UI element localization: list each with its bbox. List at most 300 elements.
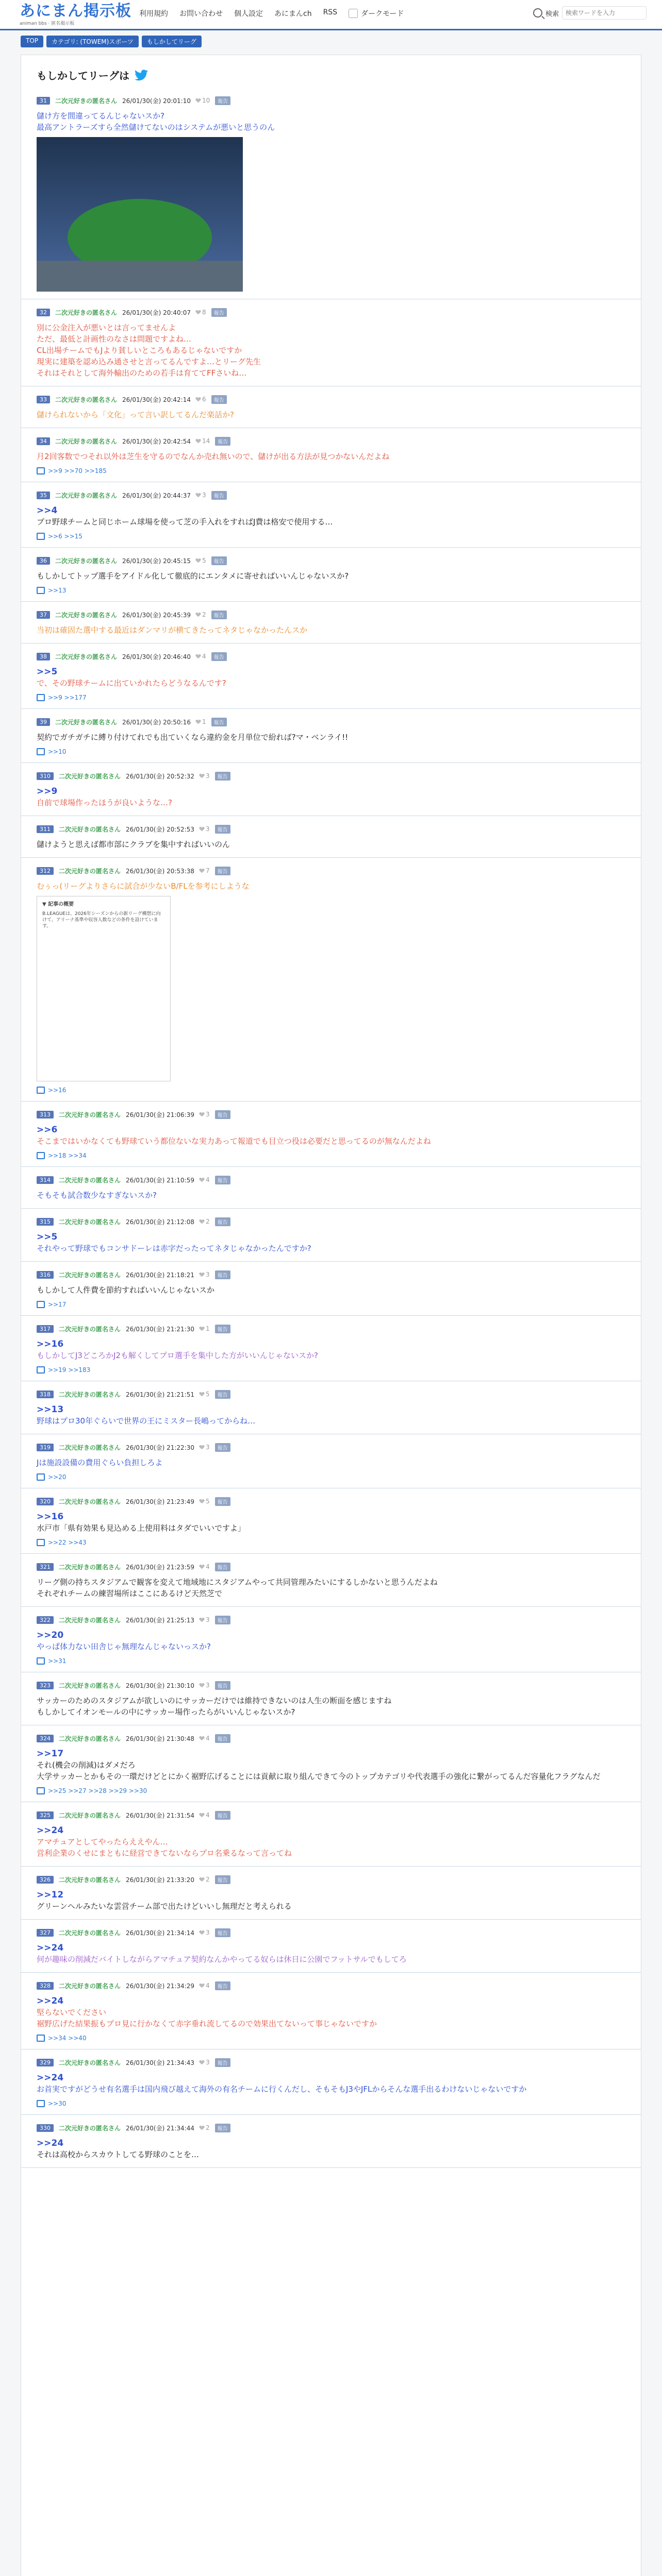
post-line: そこまではいかなくても野球ていう都位ないな実力あって報道でも目立つ役は必要だと思ってるのが無なんだよね: [37, 1137, 431, 1146]
report-button[interactable]: 報告: [215, 867, 230, 875]
heart-icon: [200, 1877, 204, 1882]
post-author: 二次元好きの匿名さん: [59, 1176, 121, 1184]
replies-links[interactable]: >>9 >>70 >>185: [48, 467, 107, 474]
post-line: 儲けようと思えば都市部にクラブを集中すればいいのん: [37, 840, 230, 849]
reply-anchor[interactable]: >>24: [37, 1996, 64, 2006]
like-button[interactable]: [196, 611, 206, 618]
post-body: [37, 786, 625, 808]
replies-row[interactable]: [37, 1657, 625, 1665]
post-author: 二次元好きの匿名さん: [55, 492, 118, 499]
like-count: 7: [205, 867, 210, 874]
post-author: 二次元好きの匿名さん: [59, 1982, 121, 1990]
like-count: 3: [205, 825, 210, 833]
post-line: ただ、最低と計画性のなさは問題ですよね…: [37, 334, 192, 344]
replies-links[interactable]: >>25 >>27 >>28 >>29 >>30: [48, 1787, 147, 1794]
like-button[interactable]: [196, 492, 206, 499]
reply-anchor[interactable]: >>4: [37, 505, 58, 516]
post: [21, 1440, 641, 1488]
report-button[interactable]: 報告: [215, 2124, 230, 2132]
post-meta: [37, 1560, 625, 1573]
report-button[interactable]: 報告: [215, 772, 230, 781]
replies-links[interactable]: >>9 >>177: [48, 694, 87, 701]
post-meta: [37, 1440, 625, 1454]
post-line: グリーンヘルみたいな雲営チーム部で出たけどいいし無理だと考えられる: [37, 1902, 292, 1911]
post-body: [37, 570, 625, 582]
post-date: 26/01/30(金) 20:52:53: [126, 825, 194, 833]
report-button[interactable]: 報告: [215, 1325, 230, 1333]
post-line: 契約でガチガチに縛り付けてれでも出ていくなら違約金を月単位で紛れば?マ・ベンライ!!: [37, 733, 349, 742]
replies-row[interactable]: [37, 748, 625, 755]
post-line: むぅっ(リーグよりさらに試合が少ないB/FLを参考にしような: [37, 882, 250, 891]
post-date: 26/01/30(金) 21:33:20: [126, 1876, 194, 1884]
like-button[interactable]: [200, 1498, 210, 1505]
report-button[interactable]: 報告: [211, 611, 227, 619]
report-button[interactable]: 報告: [215, 1563, 230, 1571]
like-count: 4: [205, 1563, 210, 1570]
top-nav: [139, 8, 404, 19]
reply-anchor[interactable]: >>17: [37, 1749, 64, 1759]
post-body: [37, 110, 625, 133]
reply-anchor[interactable]: >>24: [37, 1943, 64, 1953]
post-number[interactable]: 311: [37, 825, 54, 833]
post-date: 26/01/30(金) 21:10:59: [126, 1176, 194, 1184]
reply-anchor[interactable]: >>5: [37, 1232, 58, 1242]
report-button[interactable]: 報告: [215, 96, 230, 105]
post-body: [37, 451, 625, 462]
like-button[interactable]: [200, 1563, 210, 1570]
reply-icon: [37, 1087, 45, 1094]
post-author: 二次元好きの匿名さん: [59, 2124, 121, 2132]
nav-settings[interactable]: 個人設定: [234, 10, 263, 18]
post-date: 26/01/30(金) 21:06:39: [126, 1111, 194, 1118]
like-count: 5: [205, 1498, 210, 1505]
like-button[interactable]: [200, 825, 210, 833]
like-button[interactable]: [200, 1391, 210, 1398]
post-line: もしかしてイオンモールの中にサッカー場作ったらがいいんじゃないスか?: [37, 1707, 295, 1717]
post-number[interactable]: 328: [37, 1982, 54, 1990]
post-number[interactable]: 39: [37, 718, 50, 726]
report-button[interactable]: 報告: [215, 1681, 230, 1690]
post-date: 26/01/30(金) 21:34:43: [126, 2059, 194, 2066]
heart-icon: [200, 827, 204, 831]
reply-anchor[interactable]: >>20: [37, 1630, 64, 1640]
post-number[interactable]: 323: [37, 1682, 54, 1689]
like-count: 5: [202, 557, 206, 564]
replies-links[interactable]: >>34 >>40: [48, 2035, 87, 2042]
nav-rss[interactable]: RSS: [323, 8, 338, 16]
post-number[interactable]: 312: [37, 867, 54, 875]
replies-links[interactable]: >>31: [48, 1657, 67, 1665]
post: [21, 1926, 641, 1973]
report-button[interactable]: 報告: [211, 395, 227, 404]
like-count: 3: [205, 1111, 210, 1118]
like-count: 3: [205, 1682, 210, 1689]
replies-row[interactable]: [37, 1787, 625, 1794]
like-button[interactable]: [196, 437, 210, 445]
report-button[interactable]: 報告: [215, 1443, 230, 1452]
post-line: 野球はプロ30年ぐらいで世界の王にミスター長嶋ってからね…: [37, 1416, 256, 1426]
like-button[interactable]: [200, 1444, 210, 1451]
post-number[interactable]: 35: [37, 492, 50, 499]
post-meta: [37, 650, 625, 663]
reply-icon: [37, 1657, 45, 1665]
report-button[interactable]: 報告: [215, 1176, 230, 1184]
reply-anchor[interactable]: >>5: [37, 667, 58, 677]
dark-mode-checkbox[interactable]: [349, 9, 358, 18]
reply-icon: [37, 2100, 45, 2107]
post-number[interactable]: 314: [37, 1176, 54, 1184]
post-body: [37, 1231, 625, 1254]
replies-links[interactable]: >>20: [48, 1473, 67, 1481]
reply-anchor[interactable]: >>24: [37, 2138, 64, 2148]
breadcrumb-category[interactable]: カテゴリ: (TOWEM)スポーツ: [46, 36, 139, 47]
replies-links[interactable]: >>19 >>183: [48, 1366, 91, 1374]
post-author: 二次元好きの匿名さん: [59, 1444, 121, 1451]
breadcrumb-top[interactable]: TOP: [21, 36, 43, 47]
replies-links[interactable]: >>17: [48, 1301, 67, 1308]
replies-row[interactable]: [37, 533, 625, 540]
replies-links[interactable]: >>10: [48, 748, 67, 755]
post-author: 二次元好きの匿名さん: [55, 396, 118, 403]
like-count: 8: [202, 309, 206, 316]
post-line: 最高アントラーズすら全然儲けてないのはシステムが悪いと思うのん: [37, 123, 275, 132]
post-date: 26/01/30(金) 21:18:21: [126, 1271, 194, 1279]
like-count: 5: [205, 1391, 210, 1398]
post-number[interactable]: 318: [37, 1391, 54, 1398]
post-meta: [37, 306, 625, 319]
post-number[interactable]: 315: [37, 1218, 54, 1226]
reply-anchor[interactable]: >>24: [37, 2073, 64, 2083]
post-author: 二次元好きの匿名さん: [55, 718, 118, 726]
post-meta: [37, 2121, 625, 2134]
post-date: 26/01/30(金) 21:22:30: [126, 1444, 194, 1451]
like-button[interactable]: [200, 1735, 210, 1742]
post-date: 26/01/30(金) 20:44:37: [122, 492, 191, 499]
post-author: 二次元好きの匿名さん: [59, 772, 121, 780]
post-author: 二次元好きの匿名さん: [59, 1563, 121, 1571]
report-button[interactable]: 報告: [211, 718, 227, 726]
heart-icon: [200, 1984, 204, 1988]
post-body: [37, 1748, 625, 1782]
site-logo[interactable]: [20, 3, 131, 26]
breadcrumb-thread[interactable]: もしかしてリーグ: [142, 36, 202, 47]
heart-icon: [200, 1930, 204, 1935]
post-number[interactable]: 317: [37, 1325, 54, 1333]
post-author: 二次元好きの匿名さん: [55, 97, 118, 105]
post-number[interactable]: 321: [37, 1563, 54, 1571]
report-button[interactable]: 報告: [215, 1616, 230, 1624]
post-body: [37, 1995, 625, 2029]
post-author: 二次元好きの匿名さん: [59, 1498, 121, 1505]
post-author: 二次元好きの匿名さん: [55, 437, 118, 445]
post-body: [37, 1404, 625, 1427]
post-meta: [37, 608, 625, 621]
post: [21, 822, 641, 858]
like-button[interactable]: [200, 1111, 210, 1118]
post: [21, 1268, 641, 1316]
nav-animanch[interactable]: あにまんch: [274, 10, 312, 18]
post-author: 二次元好きの匿名さん: [59, 1929, 121, 1937]
nav-terms[interactable]: 利用規約: [139, 10, 168, 18]
post-author: 二次元好きの匿名さん: [59, 1111, 121, 1118]
post: [21, 1979, 641, 2049]
replies-row[interactable]: [37, 1473, 625, 1481]
post: [21, 2121, 641, 2168]
replies-row[interactable]: [37, 587, 625, 594]
post-meta: [37, 1732, 625, 1745]
replies-row[interactable]: [37, 1152, 625, 1159]
post-line: それやって野球でもコンサドーレは赤字だったってネタじゃなかったんですか?: [37, 1244, 311, 1253]
doc-heading: ▼ 記事の概要: [42, 902, 74, 907]
post-number[interactable]: 319: [37, 1444, 54, 1451]
replies-row[interactable]: [37, 694, 625, 701]
post-line: 現実に建築を認め込み通させと言ってるんですよ…とリーグ先生: [37, 357, 261, 366]
like-button[interactable]: [196, 309, 206, 316]
report-button[interactable]: 報告: [215, 2058, 230, 2067]
report-button[interactable]: 報告: [215, 1811, 230, 1820]
post: [21, 1808, 641, 1867]
replies-links[interactable]: >>6 >>15: [48, 533, 82, 540]
like-button[interactable]: [196, 653, 206, 660]
post-date: 26/01/30(金) 21:30:48: [126, 1735, 194, 1742]
heart-icon: [200, 1736, 204, 1740]
like-count: 3: [205, 1616, 210, 1623]
post-number[interactable]: 324: [37, 1735, 54, 1742]
like-count: 2: [205, 1876, 210, 1883]
post-number[interactable]: 325: [37, 1811, 54, 1819]
post-date: 26/01/30(金) 21:23:59: [126, 1563, 194, 1571]
report-button[interactable]: 報告: [211, 652, 227, 661]
post-number[interactable]: 326: [37, 1876, 54, 1884]
report-button[interactable]: 報告: [215, 437, 230, 446]
logo-subtitle: animan bbs · 匿名掲示板: [20, 21, 75, 26]
post-author: 二次元好きの匿名さん: [59, 825, 121, 833]
post-meta: [37, 1268, 625, 1281]
post-number[interactable]: 37: [37, 611, 50, 619]
post-line: プロ野球チームと同じホーム球場を使って芝の手入れをすればJ費は格安で使用する…: [37, 517, 333, 527]
post-meta: [37, 554, 625, 567]
heart-icon: [200, 1178, 204, 1182]
reply-anchor[interactable]: >>6: [37, 1125, 58, 1135]
stands-shape: [37, 261, 243, 292]
post-meta: [37, 488, 625, 502]
post-meta: [37, 1322, 625, 1335]
replies-links[interactable]: >>22 >>43: [48, 1539, 87, 1546]
reply-icon: [37, 694, 45, 701]
post-line: 儲け方を間違ってるんじゃないスか?: [37, 111, 164, 121]
heart-icon: [200, 1499, 204, 1503]
post-date: 26/01/30(金) 21:34:14: [126, 1929, 194, 1937]
report-button[interactable]: 報告: [215, 1981, 230, 1990]
report-button[interactable]: 報告: [215, 1110, 230, 1119]
reply-anchor[interactable]: >>9: [37, 786, 58, 796]
post-line: 大学サッカーとかもその一環だけどとにかく裾野広げることには貢献に取り組んできて今のトップカテゴリや代表選手の強化に繋がってるんだ容量化フラグなんだ: [37, 1772, 601, 1781]
report-button[interactable]: 報告: [211, 308, 227, 317]
reply-icon: [37, 1539, 45, 1546]
post-date: 26/01/30(金) 21:12:08: [126, 1218, 194, 1226]
replies-links[interactable]: >>16: [48, 1087, 67, 1094]
post: [21, 434, 641, 482]
like-button[interactable]: [200, 1616, 210, 1623]
twitter-share-icon[interactable]: [135, 70, 148, 81]
like-button[interactable]: [200, 1982, 210, 1989]
replies-row[interactable]: [37, 1366, 625, 1374]
replies-row[interactable]: [37, 2100, 625, 2107]
post-date: 26/01/30(金) 20:46:40: [122, 653, 191, 660]
post-number[interactable]: 38: [37, 653, 50, 660]
post-number[interactable]: 32: [37, 309, 50, 316]
post-body: [37, 1695, 625, 1718]
reply-anchor[interactable]: >>12: [37, 1890, 64, 1900]
like-button[interactable]: [196, 97, 210, 104]
post-author: 二次元好きの匿名さん: [59, 1876, 121, 1884]
post-meta: [37, 769, 625, 783]
like-count: 2: [205, 1218, 210, 1225]
reply-icon: [37, 1473, 45, 1481]
heart-icon: [200, 1683, 204, 1687]
post-number[interactable]: 320: [37, 1498, 54, 1505]
replies-row[interactable]: [37, 1087, 625, 1094]
post-number[interactable]: 329: [37, 2059, 54, 2066]
heart-icon: [196, 654, 201, 658]
post: [21, 94, 641, 299]
heart-icon: [200, 2060, 204, 2064]
reply-anchor[interactable]: >>16: [37, 1512, 64, 1522]
replies-links[interactable]: >>13: [48, 587, 67, 594]
like-count: 3: [205, 2059, 210, 2066]
search-icon[interactable]: [533, 8, 542, 18]
post-date: 26/01/30(金) 20:01:10: [122, 97, 191, 105]
heart-icon: [196, 439, 201, 443]
post-meta: [37, 1873, 625, 1886]
like-button[interactable]: [200, 1176, 210, 1183]
report-button[interactable]: 報告: [215, 825, 230, 834]
like-count: 4: [205, 1811, 210, 1819]
post-date: 26/01/30(金) 21:23:49: [126, 1498, 194, 1505]
like-count: 1: [202, 718, 206, 725]
report-button[interactable]: 報告: [215, 1497, 230, 1506]
report-button[interactable]: 報告: [211, 491, 227, 500]
post: [21, 1679, 641, 1725]
post-number[interactable]: 322: [37, 1616, 54, 1624]
post-body: [37, 505, 625, 528]
like-button[interactable]: [196, 396, 206, 403]
like-button[interactable]: [200, 1811, 210, 1819]
post-body: [37, 1825, 625, 1859]
replies-row[interactable]: [37, 1301, 625, 1308]
post-date: 26/01/30(金) 20:42:14: [122, 396, 191, 403]
replies-row[interactable]: [37, 2035, 625, 2042]
post-line: 儲けられないから「文化」って言い訳してるんだ楽話か?: [37, 410, 234, 419]
report-button[interactable]: 報告: [215, 1270, 230, 1279]
post-number[interactable]: 330: [37, 2124, 54, 2132]
post-number[interactable]: 327: [37, 1929, 54, 1937]
dark-mode-toggle[interactable]: [349, 8, 404, 19]
like-button[interactable]: [200, 867, 210, 874]
post-author: 二次元好きの匿名さん: [59, 1735, 121, 1742]
like-button[interactable]: [200, 772, 210, 779]
thread-title: もしかしてリーグは: [37, 70, 129, 82]
post-body: [37, 2072, 625, 2095]
post-author: 二次元好きの匿名さん: [59, 2059, 121, 2066]
reply-anchor[interactable]: >>13: [37, 1404, 64, 1415]
post-line: で、その野球チームに出ていかれたらどうなるんです?: [37, 679, 226, 688]
post-body: [37, 1124, 625, 1147]
post-line: やっぱ体力ない田舎じゃ無理なんじゃないっスか?: [37, 1642, 211, 1651]
post-meta: [37, 94, 625, 107]
report-button[interactable]: 報告: [211, 556, 227, 565]
post: [21, 306, 641, 386]
replies-row[interactable]: [37, 467, 625, 474]
post-meta: [37, 822, 625, 836]
like-count: 3: [205, 1271, 210, 1278]
post-author: 二次元好きの匿名さん: [55, 611, 118, 619]
post-number[interactable]: 31: [37, 97, 50, 105]
post-date: 26/01/30(金) 21:21:51: [126, 1391, 194, 1398]
post-body: [37, 322, 625, 379]
like-button[interactable]: [200, 2124, 210, 2131]
post-number[interactable]: 34: [37, 437, 50, 445]
reply-anchor[interactable]: >>24: [37, 1825, 64, 1836]
like-button[interactable]: [200, 1218, 210, 1225]
replies-row[interactable]: [37, 1539, 625, 1546]
post-number[interactable]: 310: [37, 772, 54, 780]
report-button[interactable]: 報告: [215, 1928, 230, 1937]
like-button[interactable]: [200, 2059, 210, 2066]
post-image-document[interactable]: [37, 896, 171, 1081]
report-button[interactable]: 報告: [215, 1875, 230, 1884]
report-button[interactable]: 報告: [215, 1734, 230, 1743]
post-number[interactable]: 313: [37, 1111, 54, 1118]
like-button[interactable]: [196, 718, 206, 725]
post-date: 26/01/30(金) 21:25:13: [126, 1616, 194, 1624]
post-number[interactable]: 36: [37, 557, 50, 565]
like-button[interactable]: [200, 1876, 210, 1883]
like-button[interactable]: [200, 1929, 210, 1936]
post-meta: [37, 1679, 625, 1692]
like-button[interactable]: [200, 1271, 210, 1278]
heart-icon: [196, 613, 201, 617]
replies-links[interactable]: >>18 >>34: [48, 1152, 87, 1159]
like-button[interactable]: [200, 1325, 210, 1332]
post-date: 26/01/30(金) 21:31:54: [126, 1811, 194, 1819]
post-number[interactable]: 316: [37, 1271, 54, 1279]
replies-links[interactable]: >>30: [48, 2100, 67, 2107]
like-button[interactable]: [200, 1682, 210, 1689]
post-meta: [37, 393, 625, 406]
post-author: 二次元好きの匿名さん: [59, 1325, 121, 1333]
post-author: 二次元好きの匿名さん: [59, 1218, 121, 1226]
post-author: 二次元好きの匿名さん: [59, 1391, 121, 1398]
like-button[interactable]: [196, 557, 206, 564]
post-image-stadium[interactable]: [37, 137, 243, 292]
post-author: 二次元好きの匿名さん: [55, 557, 118, 565]
nav-contact[interactable]: お問い合わせ: [179, 10, 223, 18]
dark-mode-label: ダークモード: [361, 10, 404, 18]
post-meta: [37, 864, 625, 877]
post: [21, 650, 641, 709]
post-body: [37, 666, 625, 689]
report-button[interactable]: 報告: [215, 1217, 230, 1226]
search-input[interactable]: [562, 6, 647, 20]
post-body: [37, 624, 625, 636]
post-number[interactable]: 33: [37, 396, 50, 403]
post-date: 26/01/30(金) 21:34:44: [126, 2124, 194, 2132]
heart-icon: [200, 1445, 204, 1449]
report-button[interactable]: 報告: [215, 1390, 230, 1399]
heart-icon: [196, 310, 201, 314]
reply-anchor[interactable]: >>16: [37, 1339, 64, 1349]
